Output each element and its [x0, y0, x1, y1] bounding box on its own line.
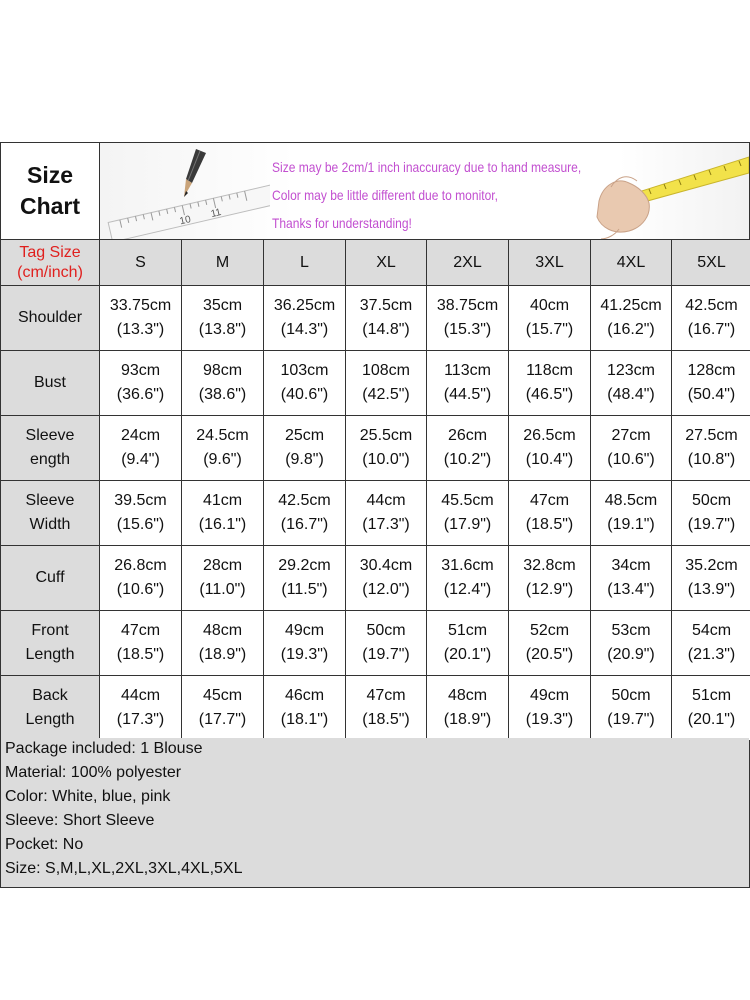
note-sleeve: Sleeve: Short Sleeve — [5, 812, 155, 829]
measurement-value-cell — [509, 416, 591, 480]
value-cm: 47cm — [366, 687, 406, 704]
measurement-value-cell — [427, 546, 509, 610]
value-cm: 49cm — [529, 687, 570, 704]
value-cm: 47cm — [120, 622, 161, 639]
value-cm: 45cm — [202, 687, 243, 704]
measurement-value-cell — [509, 611, 591, 675]
value-inch: (19.7") — [687, 516, 736, 533]
value-cm: 48cm — [202, 622, 243, 639]
measurement-value-cell — [182, 676, 264, 740]
value-inch: (42.5") — [362, 386, 410, 403]
measurement-label-line: Sleeve — [25, 427, 75, 444]
measurement-value-cell — [672, 676, 750, 740]
measurement-value-cell — [182, 416, 264, 480]
value-cm: 50cm — [611, 687, 651, 704]
value-inch: (15.6") — [116, 516, 165, 533]
value-inch: (10.8") — [687, 451, 736, 468]
size-header-cell — [264, 240, 346, 285]
ruler-number-10: 10 — [178, 214, 192, 228]
tag-size-label-line: (cm/inch) — [17, 263, 83, 281]
banner-line-2: Color may be little different due to monitor, — [272, 187, 498, 203]
measurement-label-cell — [1, 351, 100, 415]
measurement-label-line: Bust — [33, 374, 66, 391]
measurement-value-cell — [100, 676, 182, 740]
measurement-value-cell — [182, 611, 264, 675]
measurement-value-cell — [100, 286, 182, 350]
measurement-value-cell — [100, 611, 182, 675]
value-inch: (21.3") — [687, 646, 736, 663]
value-inch: (16.7") — [687, 321, 736, 338]
value-cm: 108cm — [361, 362, 411, 379]
value-cm: 31.6cm — [441, 557, 494, 574]
value-cm: 25cm — [284, 427, 325, 444]
value-cm: 103cm — [280, 362, 329, 379]
measurement-value-cell — [672, 351, 750, 415]
measurement-label-line: Back — [32, 687, 68, 704]
measurement-label-line: Length — [25, 711, 75, 728]
measurement-value-cell — [427, 286, 509, 350]
value-cm: 44cm — [366, 492, 406, 509]
measurement-value-cell — [264, 481, 346, 545]
value-cm: 50cm — [691, 492, 732, 509]
measurement-banner — [100, 143, 749, 239]
measurement-row — [1, 611, 749, 676]
value-cm: 26.5cm — [523, 427, 576, 444]
measurement-value-cell — [346, 676, 427, 740]
value-cm: 42.5cm — [278, 492, 331, 509]
size-header-cell — [672, 240, 750, 285]
value-cm: 52cm — [529, 622, 570, 639]
measurement-row — [1, 546, 749, 611]
value-inch: (16.7") — [280, 516, 329, 533]
value-inch: (20.9") — [607, 646, 655, 663]
value-inch: (18.1") — [280, 711, 329, 728]
measurement-label-line: ength — [29, 451, 71, 468]
ruler-number-11: 11 — [209, 206, 223, 221]
value-inch: (10.6") — [607, 451, 655, 468]
value-inch: (48.4") — [607, 386, 655, 403]
size-label: S — [135, 253, 146, 271]
hand-icon — [597, 177, 649, 239]
measurement-value-cell — [346, 286, 427, 350]
value-inch: (12.4") — [443, 581, 492, 598]
measurement-row — [1, 286, 749, 351]
value-cm: 24cm — [120, 427, 161, 444]
measurement-value-cell — [591, 351, 672, 415]
value-cm: 27.5cm — [685, 427, 738, 444]
value-inch: (10.6") — [116, 581, 165, 598]
measurement-value-cell — [427, 481, 509, 545]
value-inch: (9.6") — [203, 451, 242, 468]
hand-measuring-tape-illustration — [589, 143, 749, 239]
value-inch: (17.9") — [443, 516, 492, 533]
value-inch: (19.1") — [607, 516, 655, 533]
size-label: L — [300, 253, 309, 271]
value-inch: (13.3") — [116, 321, 165, 338]
value-cm: 46cm — [284, 687, 325, 704]
measurement-value-cell — [427, 611, 509, 675]
value-cm: 41.25cm — [600, 297, 662, 314]
size-header-cell — [100, 240, 182, 285]
value-inch: (13.8") — [198, 321, 247, 338]
measurement-value-cell — [591, 416, 672, 480]
measurement-row — [1, 351, 749, 416]
measurement-value-cell — [100, 351, 182, 415]
measurement-label-line: Width — [29, 516, 71, 533]
value-cm: 35cm — [202, 297, 243, 314]
measurement-value-cell — [672, 611, 750, 675]
value-cm: 37.5cm — [359, 297, 413, 314]
measurement-value-cell — [346, 351, 427, 415]
value-cm: 118cm — [526, 362, 573, 379]
value-cm: 27cm — [611, 427, 651, 444]
value-inch: (9.4") — [121, 451, 160, 468]
pencil-icon — [184, 149, 206, 197]
measurement-value-cell — [264, 676, 346, 740]
size-header-cell — [427, 240, 509, 285]
note-pocket: Pocket: No — [5, 836, 84, 853]
value-cm: 53cm — [611, 622, 651, 639]
value-cm: 25.5cm — [359, 427, 413, 444]
value-inch: (18.5") — [116, 646, 165, 663]
size-label: 2XL — [453, 253, 482, 271]
value-cm: 45.5cm — [441, 492, 494, 509]
measurement-label-line: Length — [25, 646, 75, 663]
value-inch: (44.5") — [443, 386, 492, 403]
value-cm: 93cm — [120, 362, 161, 379]
value-inch: (11.5") — [281, 581, 328, 598]
measurement-label-line: Front — [31, 622, 69, 639]
note-material: Material: 100% polyester — [5, 764, 182, 781]
value-inch: (40.6") — [280, 386, 329, 403]
note-package: Package included: 1 Blouse — [5, 740, 203, 757]
measurement-value-cell — [672, 286, 750, 350]
measurement-value-cell — [672, 546, 750, 610]
value-cm: 50cm — [366, 622, 406, 639]
measurement-label-cell — [1, 546, 100, 610]
measurement-row — [1, 676, 749, 741]
measurement-value-cell — [182, 351, 264, 415]
value-cm: 98cm — [202, 362, 243, 379]
measurement-value-cell — [509, 546, 591, 610]
value-cm: 39.5cm — [114, 492, 167, 509]
value-cm: 26.8cm — [114, 557, 167, 574]
value-inch: (15.3") — [443, 321, 492, 338]
measurement-value-cell — [264, 351, 346, 415]
measurement-value-cell — [100, 546, 182, 610]
ruler-pencil-illustration — [100, 143, 270, 239]
product-notes — [1, 738, 749, 887]
size-chart-header — [1, 143, 749, 240]
measurement-value-cell — [100, 416, 182, 480]
banner-line-1: Size may be 2cm/1 inch inaccuracy due to hand measure, — [272, 159, 582, 175]
measurement-label-cell — [1, 416, 100, 480]
measurement-value-cell — [509, 351, 591, 415]
measurement-value-cell — [264, 611, 346, 675]
value-inch: (16.2") — [607, 321, 655, 338]
measurement-row — [1, 416, 749, 481]
measurement-label-line: Sleeve — [25, 492, 75, 509]
measurement-value-cell — [182, 481, 264, 545]
value-inch: (19.3") — [280, 646, 329, 663]
value-cm: 36.25cm — [273, 297, 336, 314]
title-line-1: Size — [26, 162, 74, 188]
value-inch: (13.9") — [687, 581, 736, 598]
measurement-value-cell — [100, 481, 182, 545]
value-inch: (20.5") — [525, 646, 574, 663]
value-cm: 38.75cm — [436, 297, 499, 314]
measurement-value-cell — [509, 286, 591, 350]
value-inch: (14.8") — [362, 321, 410, 338]
value-inch: (19.3") — [525, 711, 574, 728]
measurement-value-cell — [182, 546, 264, 610]
value-inch: (10.0") — [362, 451, 410, 468]
value-inch: (17.7") — [198, 711, 247, 728]
tag-size-label-line: Tag Size — [19, 243, 81, 261]
value-cm: 30.4cm — [359, 557, 413, 574]
size-label: 5XL — [697, 253, 726, 271]
measurement-value-cell — [672, 416, 750, 480]
value-cm: 48.5cm — [604, 492, 658, 509]
value-inch: (9.8") — [285, 451, 324, 468]
value-cm: 113cm — [444, 362, 491, 379]
size-chart — [0, 142, 750, 888]
measurement-value-cell — [264, 546, 346, 610]
value-inch: (38.6") — [198, 386, 247, 403]
measurement-value-cell — [427, 676, 509, 740]
value-cm: 51cm — [691, 687, 732, 704]
measurement-label-cell — [1, 481, 100, 545]
value-inch: (10.2") — [443, 451, 492, 468]
value-inch: (13.4") — [607, 581, 655, 598]
measurement-value-cell — [427, 416, 509, 480]
measurement-value-cell — [264, 286, 346, 350]
size-label: M — [215, 253, 230, 271]
note-sizes: Size: S,M,L,XL,2XL,3XL,4XL,5XL — [5, 860, 243, 877]
value-cm: 28cm — [202, 557, 243, 574]
value-cm: 32.8cm — [523, 557, 576, 574]
tag-size-label-cell — [1, 240, 100, 285]
size-chart-title — [1, 143, 100, 239]
note-color: Color: White, blue, pink — [5, 788, 171, 805]
measurement-value-cell — [346, 481, 427, 545]
value-inch: (19.7") — [607, 711, 655, 728]
value-cm: 24.5cm — [196, 427, 249, 444]
value-inch: (17.3") — [362, 516, 410, 533]
measurement-value-cell — [591, 611, 672, 675]
measurement-value-cell — [264, 416, 346, 480]
value-inch: (14.3") — [280, 321, 329, 338]
value-cm: 41cm — [202, 492, 243, 509]
value-inch: (17.3") — [116, 711, 165, 728]
value-cm: 34cm — [611, 557, 651, 574]
value-inch: (12.0") — [362, 581, 410, 598]
value-inch: (11.0") — [199, 581, 246, 598]
value-inch: (16.1") — [198, 516, 247, 533]
size-header-cell — [346, 240, 427, 285]
value-cm: 51cm — [447, 622, 488, 639]
value-inch: (19.7") — [362, 646, 410, 663]
measurement-value-cell — [591, 676, 672, 740]
measurement-value-cell — [509, 676, 591, 740]
measurement-value-cell — [427, 351, 509, 415]
value-cm: 29.2cm — [278, 557, 331, 574]
size-label: 4XL — [616, 253, 646, 271]
title-line-2: Chart — [19, 193, 81, 219]
measurement-label-line: Cuff — [35, 569, 65, 586]
measurement-value-cell — [346, 546, 427, 610]
value-inch: (18.9") — [443, 711, 492, 728]
value-cm: 42.5cm — [685, 297, 738, 314]
value-inch: (18.5") — [362, 711, 410, 728]
value-cm: 35.2cm — [685, 557, 738, 574]
size-label: 3XL — [535, 253, 564, 271]
value-inch: (12.9") — [525, 581, 574, 598]
measurement-value-cell — [591, 546, 672, 610]
measurement-value-cell — [509, 481, 591, 545]
value-cm: 44cm — [120, 687, 161, 704]
size-label: XL — [376, 253, 396, 271]
value-inch: (50.4") — [687, 386, 736, 403]
value-cm: 47cm — [529, 492, 570, 509]
size-header-row — [1, 240, 749, 286]
value-inch: (10.4") — [525, 451, 574, 468]
value-inch: (20.1") — [687, 711, 736, 728]
value-cm: 40cm — [529, 297, 570, 314]
value-cm: 128cm — [687, 362, 736, 379]
measurement-label-cell — [1, 676, 100, 740]
measurement-value-cell — [182, 286, 264, 350]
value-inch: (15.7") — [525, 321, 574, 338]
size-header-cell — [509, 240, 591, 285]
measurement-row — [1, 481, 749, 546]
size-table — [1, 240, 749, 741]
measurement-value-cell — [672, 481, 750, 545]
measurement-label-cell — [1, 286, 100, 350]
value-inch: (18.9") — [198, 646, 247, 663]
measurement-value-cell — [346, 416, 427, 480]
value-inch: (18.5") — [525, 516, 574, 533]
value-inch: (36.6") — [116, 386, 165, 403]
value-inch: (46.5") — [525, 386, 574, 403]
size-header-cell — [182, 240, 264, 285]
measurement-value-cell — [346, 611, 427, 675]
value-cm: 33.75cm — [109, 297, 172, 314]
measurement-value-cell — [591, 481, 672, 545]
value-cm: 49cm — [284, 622, 325, 639]
value-inch: (20.1") — [443, 646, 492, 663]
value-cm: 26cm — [447, 427, 488, 444]
value-cm: 54cm — [691, 622, 732, 639]
value-cm: 48cm — [447, 687, 488, 704]
value-cm: 123cm — [606, 362, 656, 379]
size-header-cell — [591, 240, 672, 285]
measurement-label-line: Shoulder — [17, 309, 83, 326]
measurement-label-cell — [1, 611, 100, 675]
measurement-value-cell — [591, 286, 672, 350]
banner-line-3: Thanks for understanding! — [272, 215, 412, 231]
